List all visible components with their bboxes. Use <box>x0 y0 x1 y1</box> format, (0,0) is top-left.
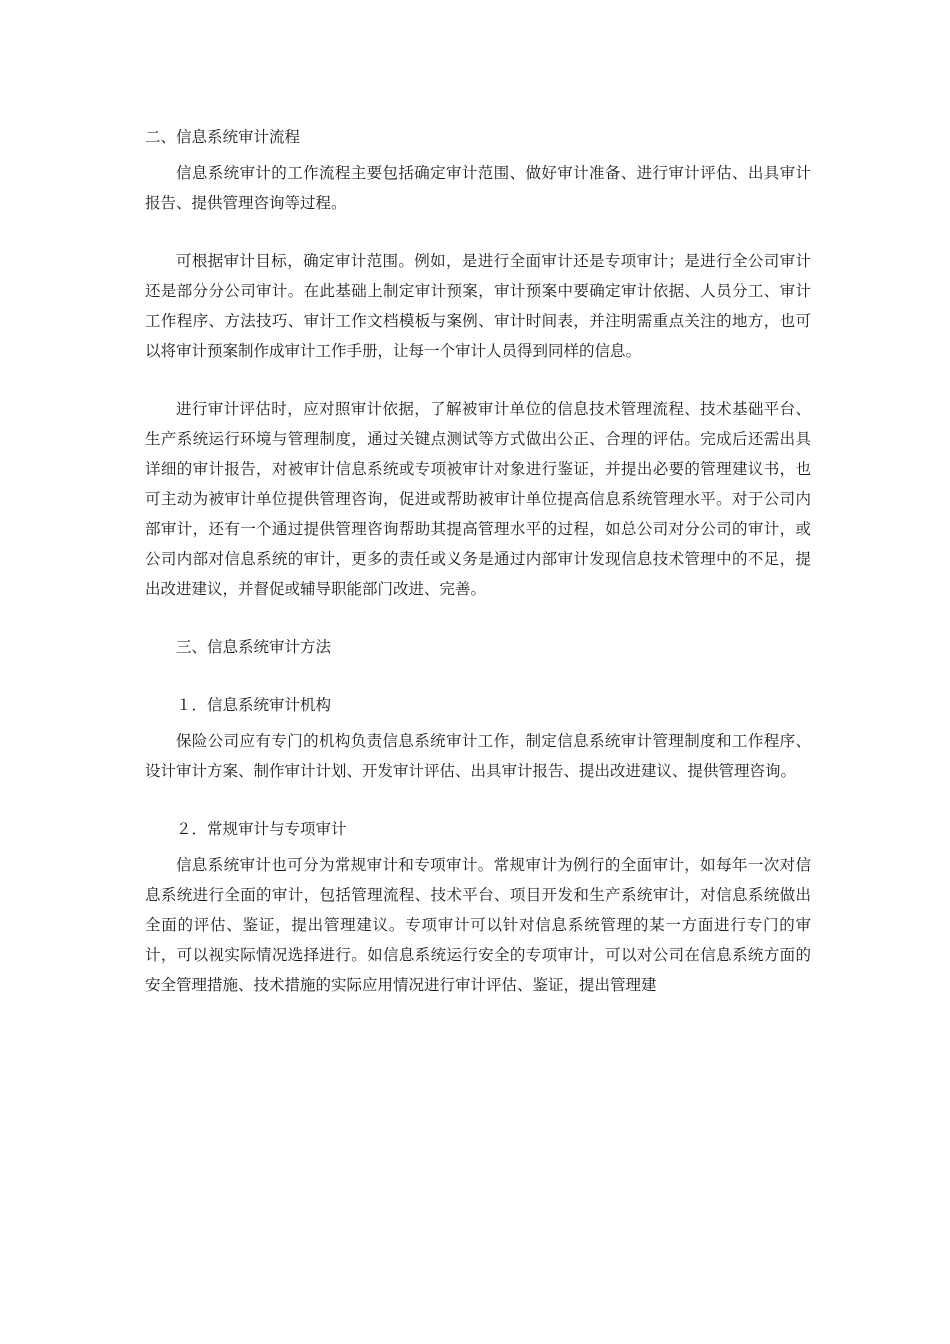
subsection-1-heading: １．信息系统审计机构 <box>176 696 332 714</box>
spacer <box>145 662 811 690</box>
section-2-paragraph-1: 信息系统审计的工作流程主要包括确定审计范围、做好审计准备、进行审计评估、出具审计报告、提供管理咨询等过程。 <box>145 164 811 212</box>
section-2-paragraph-2: 可根据审计目标，确定审计范围。例如，是进行全面审计还是专项审计；是进行全公司审计还是部分分公司审计。在此基础上制定审计预案，审计预案中要确定审计依据、人员分工、审计工作程序、方法技巧、审计工作文档模板与案例、审计时间表，并注明需重点关注的地方，也可以将审计预案制作成审计工作手册，让每一个审计人员得到同样的信息。 <box>145 252 811 360</box>
subsection-2-paragraph: 信息系统审计也可分为常规审计和专项审计。常规审计为例行的全面审计，如每年一次对信息系统进行全面的审计，包括管理流程、技术平台、项目开发和生产系统审计，对信息系统做出全面的评估、鉴证，提出管理建议。专项审计可以针对信息系统管理的某一方面进行专门的审计，可以视实际情况选择进行。如信息系统运行安全的专项审计，可以对公司在信息系统方面的安全管理措施、技术措施的实际应用情况进行审计评估、鉴证，提出管理建 <box>145 856 811 994</box>
section-2-paragraph-3: 进行审计评估时，应对照审计依据，了解被审计单位的信息技术管理流程、技术基础平台、生产系统运行环境与管理制度，通过关键点测试等方式做出公正、合理的评估。完成后还需出具详细的审计报告，对被审计信息系统或专项被审计对象进行鉴证，并提出必要的管理建议书，也可主动为被审计单位提供管理咨询，促进或帮助被审计单位提高信息系统管理水平。对于公司内部审计，还有一个通过提供管理咨询帮助其提高管理水平的过程，如总公司对分公司的审计，或公司内部对信息系统的审计，更多的责任或义务是通过内部审计发现信息技术管理中的不足，提出改进建议，并督促或辅导职能部门改进、完善。 <box>145 400 811 598</box>
spacer <box>145 218 811 246</box>
subsection-2-heading: ２．常规审计与专项审计 <box>176 820 347 838</box>
subsection-1-paragraph: 保险公司应有专门的机构负责信息系统审计工作，制定信息系统审计管理制度和工作程序、设计审计方案、制作审计计划、开发审计评估、出具审计报告、提出改进建议、提供管理咨询。 <box>145 732 811 780</box>
section-2-heading: 二、信息系统审计流程 <box>145 128 301 146</box>
section-3-heading: 三、信息系统审计方法 <box>176 638 332 656</box>
spacer <box>145 786 811 814</box>
spacer <box>145 366 811 394</box>
spacer <box>145 604 811 632</box>
document-page <box>145 122 811 1000</box>
